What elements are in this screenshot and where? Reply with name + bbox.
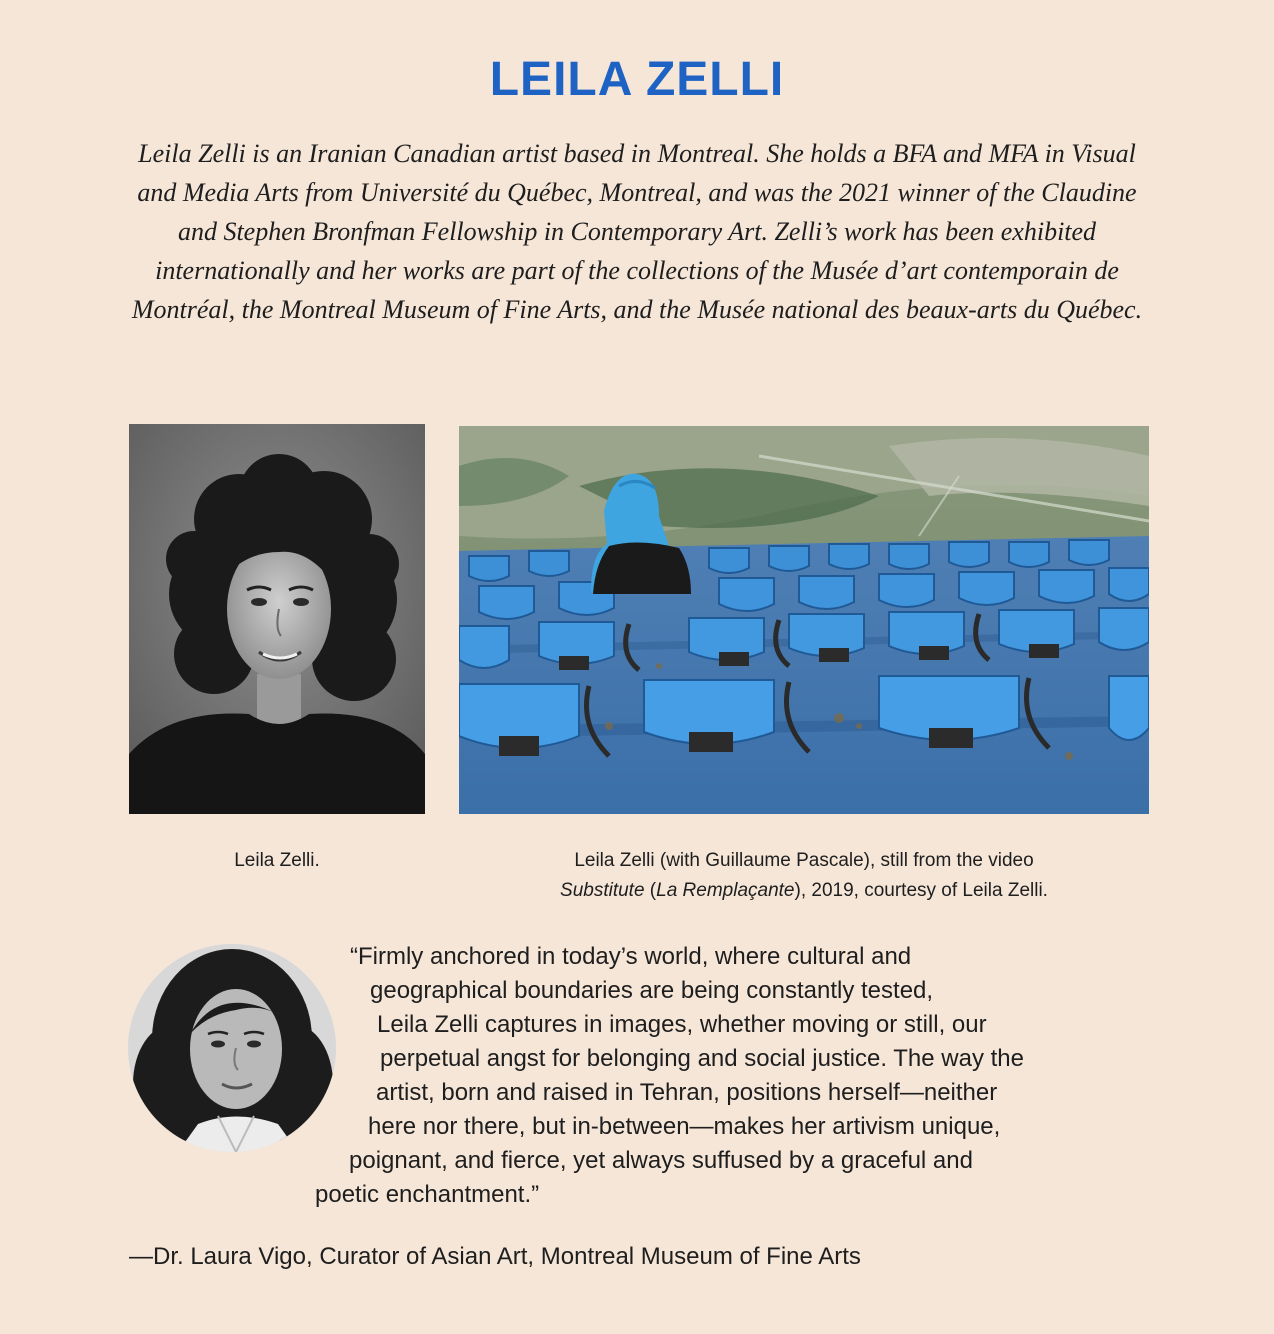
page-title: LEILA ZELLI [489, 53, 785, 106]
still-caption-line-1: Leila Zelli (with Guillaume Pascale), still from the video [574, 850, 1034, 871]
quote-line: “Firmly anchored in today’s world, where cultural and [350, 943, 912, 970]
quote-attribution: —Dr. Laura Vigo, Curator of Asian Art, Montreal Museum of Fine Arts [129, 1243, 861, 1270]
quote-line: poetic enchantment.” [315, 1181, 540, 1208]
artist-portrait-photo [129, 424, 425, 814]
curator-quote [300, 940, 1200, 1212]
quote-line: artist, born and raised in Tehran, positions herself—neither [376, 1079, 998, 1106]
quote-line: Leila Zelli captures in images, whether moving or still, our [377, 1011, 987, 1038]
still-caption-work-alt-title: La Remplaçante [656, 880, 795, 901]
quote-line: here nor there, but in-between—makes her artivism unique, [368, 1113, 1001, 1140]
still-caption [459, 846, 1149, 906]
still-caption-line-2 [459, 876, 1149, 906]
quote-line: poignant, and fierce, yet always suffused by a graceful and [349, 1147, 973, 1174]
video-still-photo [459, 426, 1149, 814]
quote-line: geographical boundaries are being constantly tested, [370, 977, 934, 1004]
still-caption-paren-open: ( [644, 880, 657, 901]
still-caption-work-title: Substitute [560, 880, 645, 901]
artist-bio: Leila Zelli is an Iranian Canadian artist based in Montreal. She holds a BFA and MFA in Visual and Media Arts from Université du Québec, Montreal, and was the 2021 winner of the Claudine and Stephen Bronfman Fellowship in Contemporary Art. Zelli’s work has been exhibited internationally and her works are part of the collections of the Musée d’art contemporain de Montréal, the Montreal Museum of Fine Arts, and the Musée national des beaux-arts du Québec. [131, 139, 1143, 324]
still-caption-credit: ), 2019, courtesy of Leila Zelli. [794, 880, 1048, 901]
portrait-caption: Leila Zelli. [234, 850, 320, 871]
quote-line: perpetual angst for belonging and social justice. The way the [380, 1045, 1024, 1072]
